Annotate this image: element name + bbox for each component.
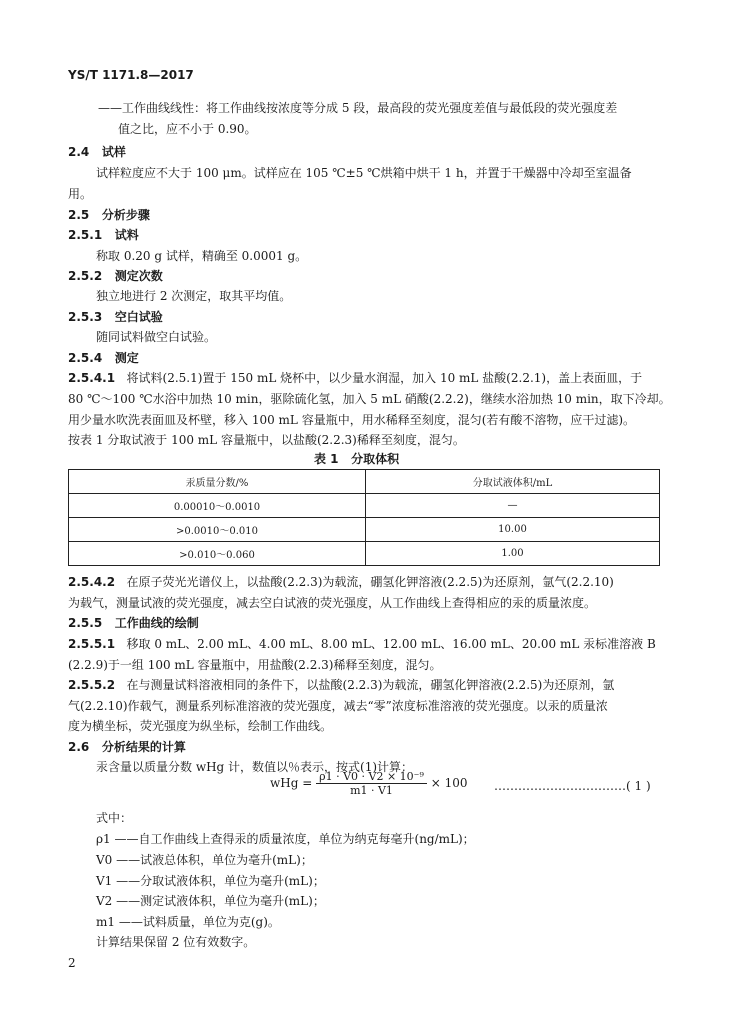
table-row <box>69 518 660 542</box>
section-number: 2.5.5.1 <box>68 637 116 651</box>
table-caption-number: 表 1 <box>314 452 339 466</box>
section-number: 2.5.3 <box>68 310 103 324</box>
formula-dots: …………………………… <box>494 779 626 793</box>
section-2-5-2-heading <box>68 268 163 284</box>
section-number: 2.5.1 <box>68 228 103 242</box>
section-title: 试料 <box>114 228 139 242</box>
formula-fraction <box>316 770 427 797</box>
section-2-5-heading <box>68 207 150 223</box>
formula-number: ( 1 ) <box>626 779 651 793</box>
section-number: 2.5 <box>68 208 90 222</box>
formula-denominator: m1 · V1 <box>350 784 393 797</box>
section-2-6-line-1: 汞含量以质量分数 wHg 计，数值以％表示，按式(1)计算： <box>96 760 414 774</box>
section-2-5-5-1-line-1 <box>68 636 656 652</box>
section-2-5-3-text: 随同试料做空白试验。 <box>96 330 217 344</box>
result-note: 计算结果保留 2 位有效数字。 <box>96 935 256 949</box>
paragraph-text: 将试料(2.5.1)置于 150 mL 烧杯中，以少量水润湿，加入 10 mL 盐酸(2.2.1)，盖上表面皿，于 <box>126 371 643 385</box>
formula-tail: × 100 <box>430 776 468 790</box>
table-cell: 10.00 <box>366 518 660 542</box>
section-2-4-heading <box>68 144 126 160</box>
intro-line-1: ——工作曲线线性：将工作曲线按浓度等分成 5 段，最高段的荧光强度差值与最低段的荧光强度差 <box>98 101 618 115</box>
where-item: m1 ——试料质量，单位为克(g)。 <box>96 915 280 929</box>
paragraph-text: 移取 0 mL、2.00 mL、4.00 mL、8.00 mL、12.00 mL、16.00 mL、20.00 mL 汞标准溶液 B <box>126 637 656 651</box>
section-2-5-3-heading <box>68 309 163 325</box>
paragraph-text: 在原子荧光光谱仪上，以盐酸(2.2.3)为载流，硼氢化钾溶液(2.2.5)为还原剂，氩气(2.2.10) <box>126 575 614 589</box>
paragraph-text: 在与测量试料溶液相同的条件下，以盐酸(2.2.3)为载流，硼氢化钾溶液(2.2.5)为还原剂，氩 <box>126 678 615 692</box>
section-number: 2.5.5 <box>68 616 103 630</box>
intro-line-2: 值之比，应不小于 0.90。 <box>118 122 257 136</box>
page-number: 2 <box>68 956 76 970</box>
section-2-5-4-1-line-3: 用少量水吹洗表面皿及杯壁，移入 100 mL 容量瓶中，用水稀释至刻度，混匀(若有酸不溶物，应干过滤)。 <box>68 413 636 427</box>
formula-1 <box>270 770 468 797</box>
formula-lhs: wHg = <box>270 776 313 790</box>
section-2-6-heading <box>68 739 186 755</box>
table-cell: 1.00 <box>366 542 660 566</box>
table-cell: 0.00010～0.0010 <box>69 494 366 518</box>
section-number: 2.5.4 <box>68 351 103 365</box>
section-2-5-5-2-line-1 <box>68 677 614 693</box>
section-title: 空白试验 <box>114 310 163 324</box>
where-item: V2 ——测定试液体积，单位为毫升(mL)； <box>96 894 325 908</box>
formula-leader <box>494 779 651 793</box>
table-row <box>69 494 660 518</box>
where-intro: 式中： <box>96 811 133 825</box>
section-title: 分析结果的计算 <box>101 740 186 754</box>
formula-numerator: ρ1 · V0 · V2 × 10⁻⁹ <box>316 770 427 784</box>
section-2-5-4-1-line-4: 按表 1 分取试液于 100 mL 容量瓶中，以盐酸(2.2.3)稀释至刻度，混匀。 <box>68 433 465 447</box>
section-2-5-5-heading <box>68 615 199 631</box>
table-cell: >0.010～0.060 <box>69 542 366 566</box>
section-2-5-5-1-line-2: (2.2.9)于一组 100 mL 容量瓶中，用盐酸(2.2.3)稀释至刻度，混匀。 <box>68 658 442 672</box>
where-item: V1 ——分取试液体积，单位为毫升(mL)； <box>96 874 325 888</box>
table-caption-title: 分取体积 <box>351 452 400 466</box>
section-title: 测定次数 <box>114 269 163 283</box>
section-number: 2.5.4.2 <box>68 575 116 589</box>
section-2-4-line-2: 用。 <box>68 187 93 201</box>
where-item: V0 ——试液总体积，单位为毫升(mL)； <box>96 853 313 867</box>
section-2-5-1-text: 称取 0.20 g 试样，精确至 0.0001 g。 <box>96 249 308 263</box>
section-number: 2.5.4.1 <box>68 371 116 385</box>
section-number: 2.4 <box>68 145 90 159</box>
section-2-5-4-heading <box>68 350 139 366</box>
table-cell: >0.0010～0.010 <box>69 518 366 542</box>
section-title: 测定 <box>114 351 139 365</box>
section-2-5-1-heading <box>68 227 139 243</box>
standard-id: YS/T 1171.8—2017 <box>68 68 194 82</box>
section-number: 2.5.5.2 <box>68 678 116 692</box>
table-row <box>69 542 660 566</box>
section-2-5-5-2-line-2: 气(2.2.10)作载气，测量系列标准溶液的荧光强度，减去“零”浓度标准溶液的荧光强度。以汞的质量浓 <box>68 699 608 713</box>
section-title: 分析步骤 <box>101 208 150 222</box>
section-2-4-line-1: 试样粒度应不大于 100 μm。试样应在 105 ℃±5 ℃烘箱中烘干 1 h，并置于干燥器中冷却至室温备 <box>96 166 632 180</box>
table-header-row <box>69 470 660 494</box>
section-2-5-4-2-line-2: 为载气，测量试液的荧光强度，减去空白试液的荧光强度，从工作曲线上查得相应的汞的质量浓度。 <box>68 596 597 610</box>
section-number: 2.6 <box>68 740 90 754</box>
table-header-cell: 分取试液体积/mL <box>366 470 660 494</box>
where-item: ρ1 ——自工作曲线上查得汞的质量浓度，单位为纳克每毫升(ng/mL)； <box>96 832 475 846</box>
section-title: 工作曲线的绘制 <box>114 616 199 630</box>
table-header-cell: 汞质量分数/% <box>69 470 366 494</box>
table-caption <box>314 451 399 467</box>
section-2-5-4-1-line-1 <box>68 370 642 386</box>
section-2-5-2-text: 独立地进行 2 次测定，取其平均值。 <box>96 289 292 303</box>
table-cell: — <box>366 494 660 518</box>
section-2-5-5-2-line-3: 度为横坐标，荧光强度为纵坐标，绘制工作曲线。 <box>68 719 333 733</box>
volume-table <box>68 469 660 566</box>
section-2-5-4-2-line-1 <box>68 574 614 590</box>
section-2-5-4-1-line-2: 80 ℃～100 ℃水浴中加热 10 min，驱除硫化氢，加入 5 mL 硝酸(2.2.2)，继续水浴加热 10 min，取下冷却。 <box>68 392 671 406</box>
section-number: 2.5.2 <box>68 269 103 283</box>
section-title: 试样 <box>101 145 126 159</box>
